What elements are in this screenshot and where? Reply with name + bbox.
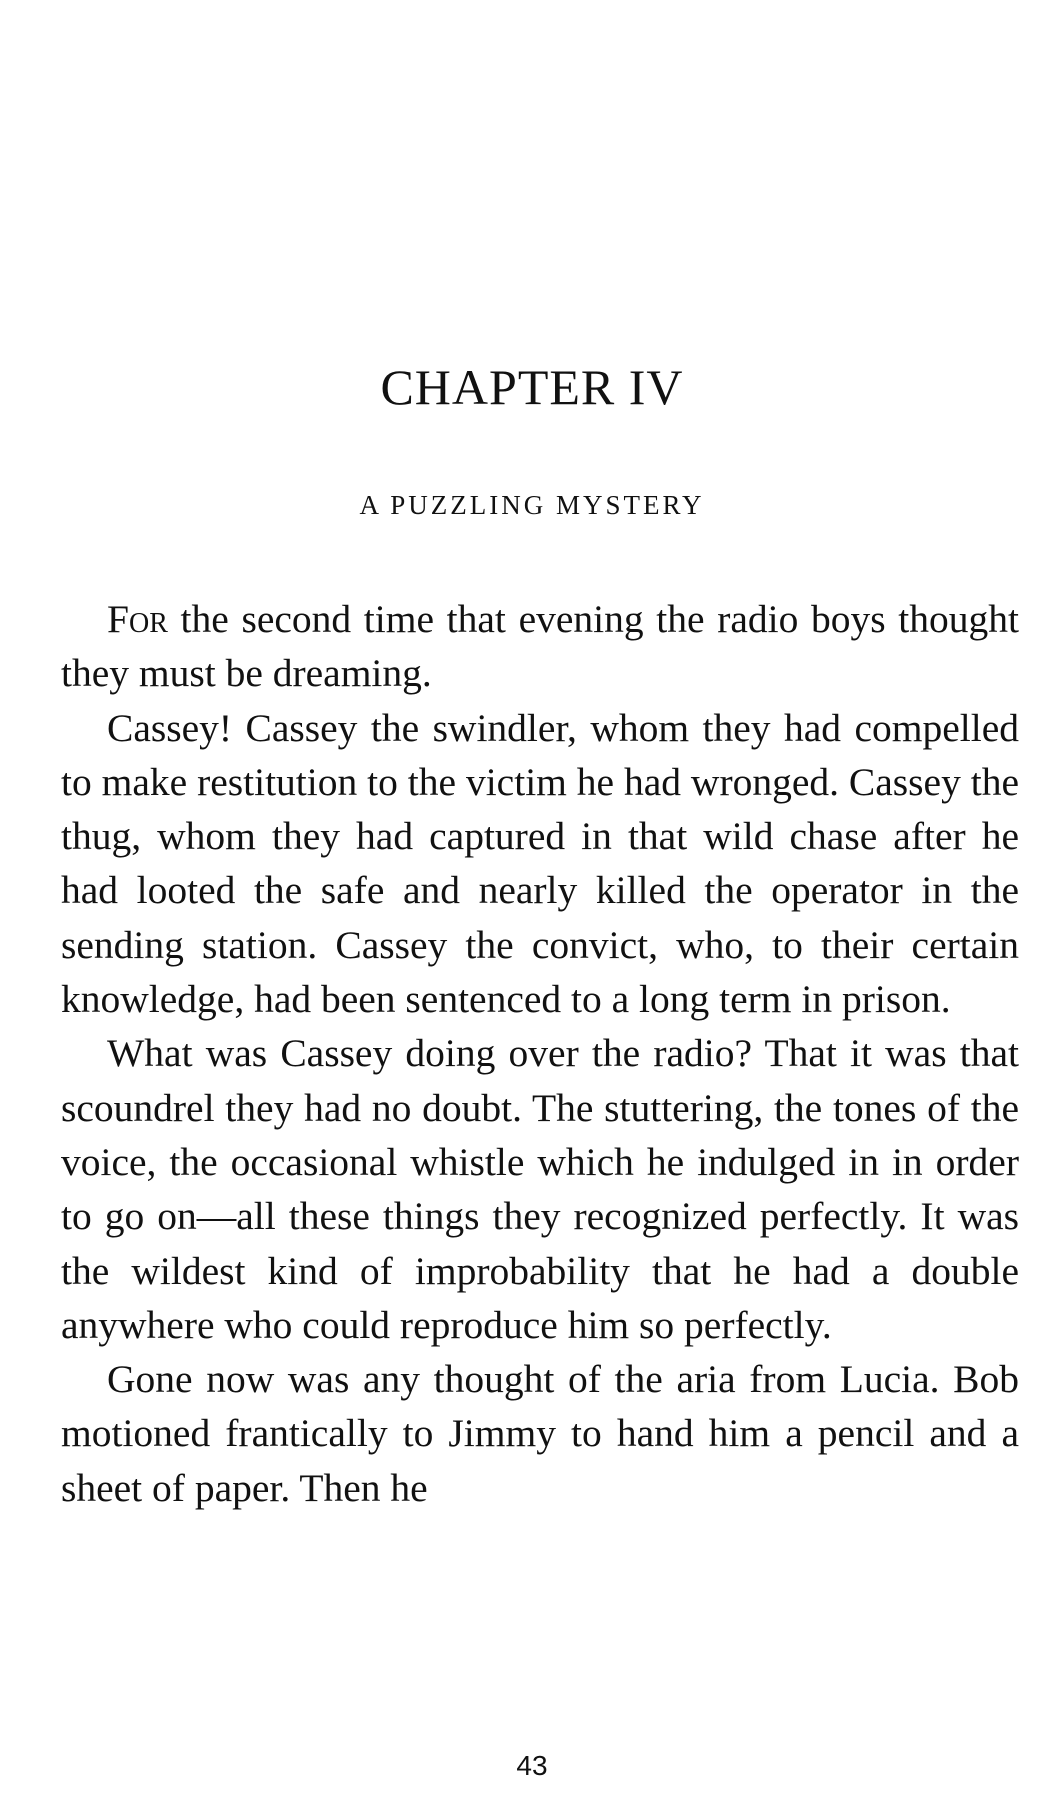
paragraph-text: the second time that evening the radio boys thought they must be dreaming.	[61, 597, 1019, 696]
page-number: 43	[516, 1750, 548, 1781]
drop-lead-word: For	[107, 597, 168, 641]
chapter-subtitle: A PUZZLING MYSTERY	[359, 490, 705, 520]
paragraph: Cassey! Cassey the swindler, whom they had compelled to make restitution to the victim he had wronged. Cassey the thug, whom they had captured in that wild chase after he had looted the safe and nearly killed the operator in the sending station. Cassey the convict, who, to their certain knowledge, had been sentenced to a long term in prison.	[61, 705, 1019, 1022]
chapter-body	[61, 592, 1019, 1515]
paragraph: What was Cassey doing over the radio? That it was that scoundrel they had no doubt. The stuttering, the tones of the voice, the occasional whistle which he indulged in in order to go on—all these things they recognized perfectly. It was the wildest kind of improbability that he had a double anywhere who could reproduce him so perfectly.	[61, 1031, 1019, 1347]
chapter-title: CHAPTER IV	[380, 359, 684, 415]
paragraph	[61, 592, 1019, 701]
paragraph: Gone now was any thought of the aria from Lucia. Bob motioned frantically to Jimmy to hand him a pencil and a sheet of paper. Then he	[61, 1357, 1019, 1510]
